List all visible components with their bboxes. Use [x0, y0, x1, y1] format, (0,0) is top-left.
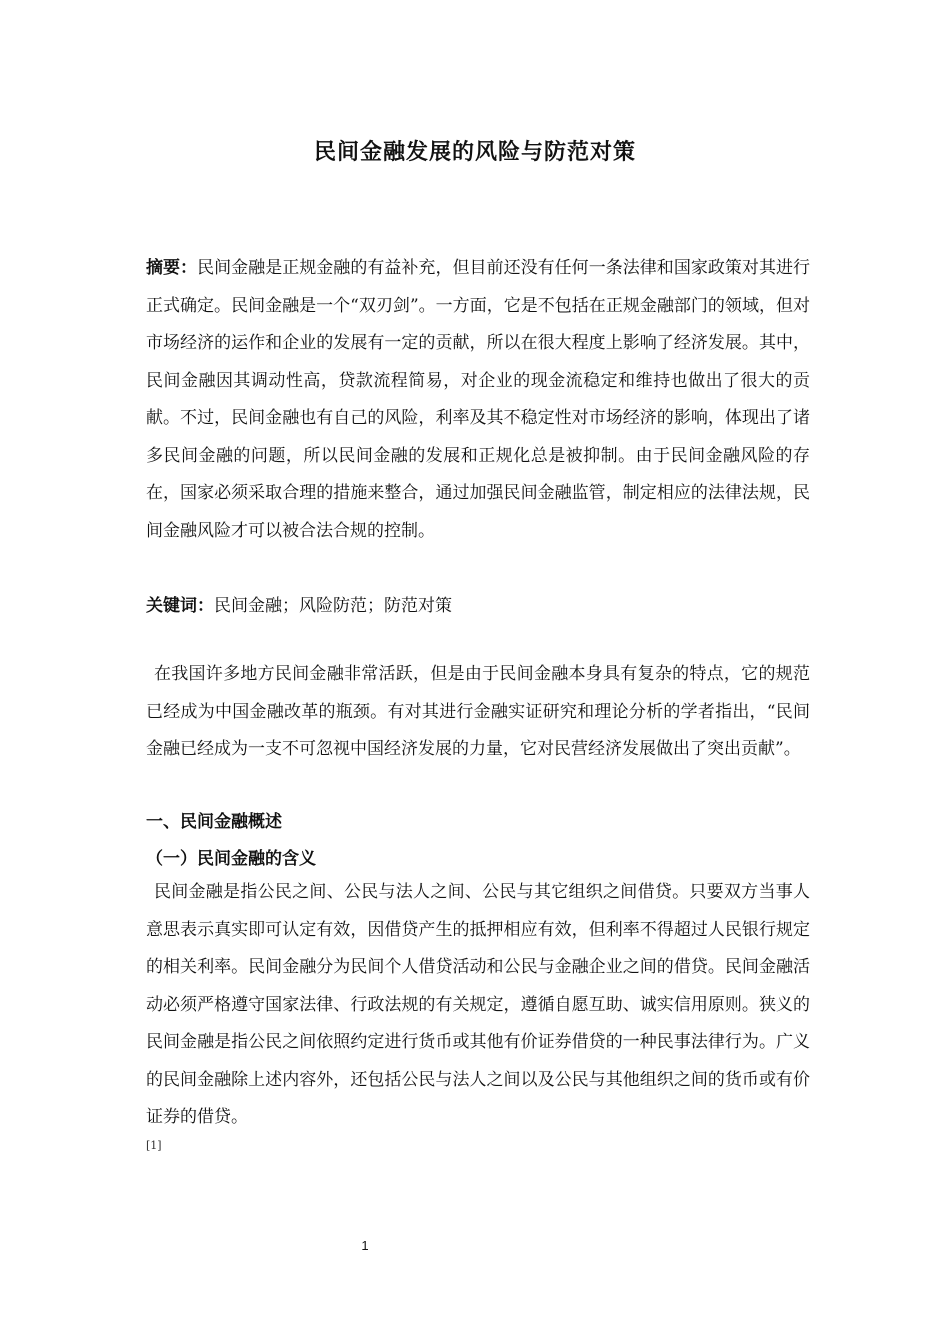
- definition-paragraph: 民间金融是指公民之间、公民与法人之间、公民与其它组织之间借贷。只要双方当事人意思表示真实即可认定有效，因借贷产生的抵押相应有效，但利率不得超过人民银行规定的相关利率。民间金融分为民间个人借贷活动和公民与金融企业之间的借贷。民间金融活动必须严格遵守国家法律、行政法规的有关规定，遵循自愿互助、诚实信用原则。狭义的民间金融是指公民之间依照约定进行货币或其他有价证券借贷的一种民事法律行为。广义的民间金融除上述内容外，还包括公民与法人之间以及公民与其他组织之间的货币或有价证券的借贷。: [146, 882, 810, 1127]
- keywords-line: [146, 588, 810, 626]
- page-number: 1: [361, 1238, 369, 1253]
- keywords-text: 民间金融；风险防范；防范对策: [214, 596, 452, 616]
- section-heading: 一、民间金融概述: [146, 812, 282, 832]
- abstract-label: 摘要：: [146, 258, 198, 278]
- keywords-label: 关键词：: [146, 596, 214, 616]
- document-title: 民间金融发展的风险与防范对策: [313, 140, 636, 165]
- citation-marker: [1]: [146, 1139, 162, 1152]
- subsection-heading: （一）民间金融的含义: [146, 849, 316, 869]
- intro-paragraph: 在我国许多地方民间金融非常活跃，但是由于民间金融本身具有复杂的特点，它的规范已经成为中国金融改革的瓶颈。有对其进行金融实证研究和理论分析的学者指出，“民间金融已经成为一支不可忽视中国经济发展的力量，它对民营经济发展做出了突出贡献”。: [146, 664, 810, 759]
- abstract-paragraph: [146, 250, 810, 550]
- abstract-text: 民间金融是正规金融的有益补充，但目前还没有任何一条法律和国家政策对其进行正式确定。民间金融是一个“双刃剑”。一方面，它是不包括在正规金融部门的领域，但对市场经济的运作和企业的发展有一定的贡献，所以在很大程度上影响了经济发展。其中，民间金融因其调动性高，贷款流程简易，对企业的现金流稳定和维持也做出了很大的贡献。不过，民间金融也有自己的风险，利率及其不稳定性对市场经济的影响，体现出了诸多民间金融的问题，所以民间金融的发展和正规化总是被抑制。由于民间金融风险的存在，国家必须采取合理的措施来整合，通过加强民间金融监管，制定相应的法律法规，民间金融风险才可以被合法合规的控制。: [146, 258, 811, 541]
